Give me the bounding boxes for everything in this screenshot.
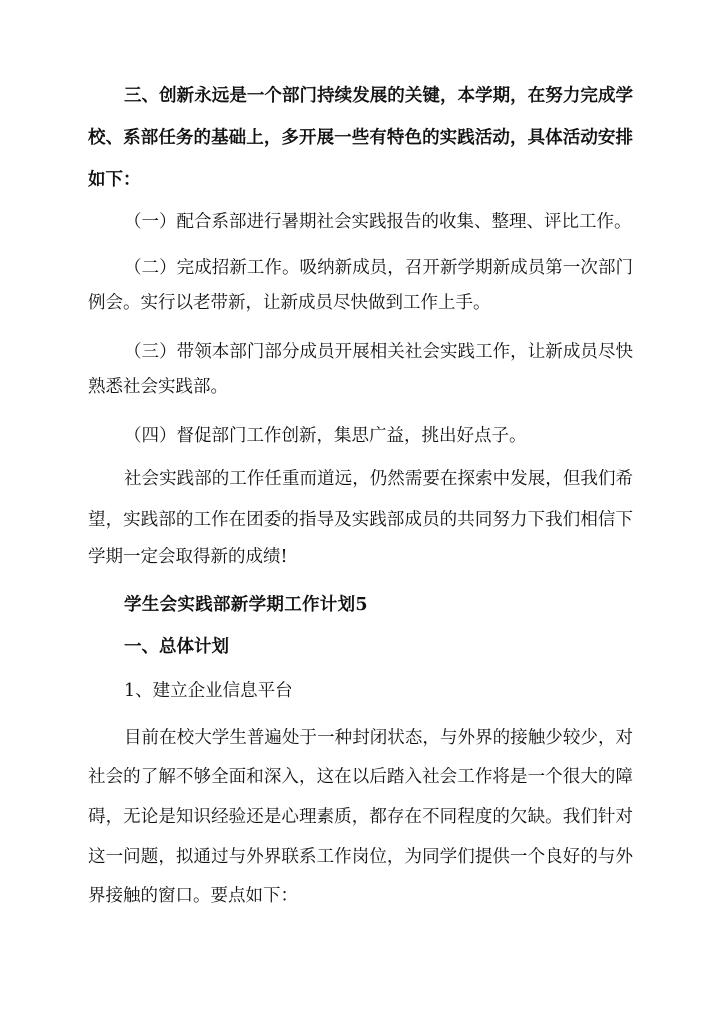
list-item-text: 熟悉社会实践部。 [88, 377, 228, 397]
body-paragraph-line: 目前在校大学生普遍处于一种封闭状态，与外界的接触少较少，对 [124, 728, 633, 748]
body-paragraph-line: 界接触的窗口。要点如下： [88, 886, 298, 906]
list-item-text: （二）完成招新工作。吸纳新成员，召开新学期新成员第一次部门 [124, 258, 633, 278]
subsection-heading: 1、建立企业信息平台 [124, 681, 293, 701]
section-heading-line: 三、创新永远是一个部门持续发展的关键，本学期，在努力完成学 [124, 86, 633, 106]
document-title: 学生会实践部新学期工作计划5 [124, 595, 368, 615]
section-heading: 一、总体计划 [124, 637, 229, 657]
list-item-text: （四）督促部门工作创新，集思广益，挑出好点子。 [124, 426, 527, 446]
body-paragraph-line: 碍，无论是知识经验还是心理素质，都存在不同程度的欠缺。我们针对 [88, 807, 633, 827]
section-heading-line: 校、系部任务的基础上，多开展一些有特色的实践活动，具体活动安排 [88, 128, 633, 148]
list-item-text: （三）带领本部门部分成员开展相关社会实践工作，让新成员尽快 [124, 342, 633, 362]
section-heading-line: 如下： [88, 170, 141, 190]
body-paragraph-line: 这一问题，拟通过与外界联系工作岗位，为同学们提供一个良好的与外 [88, 847, 633, 867]
body-paragraph-line: 社会的了解不够全面和深入，这在以后踏入社会工作将是一个很大的障 [88, 767, 633, 787]
body-paragraph-line: 社会实践部的工作任重而道远，仍然需要在探索中发展，但我们希 [124, 469, 633, 489]
list-item-text: 例会。实行以老带新，让新成员尽快做到工作上手。 [88, 293, 491, 313]
body-paragraph-line: 学期一定会取得新的成绩! [88, 547, 288, 567]
body-paragraph-line: 望，实践部的工作在团委的指导及实践部成员的共同努力下我们相信下 [88, 510, 633, 530]
list-item-text: （一）配合系部进行暑期社会实践报告的收集、整理、评比工作。 [124, 212, 632, 232]
